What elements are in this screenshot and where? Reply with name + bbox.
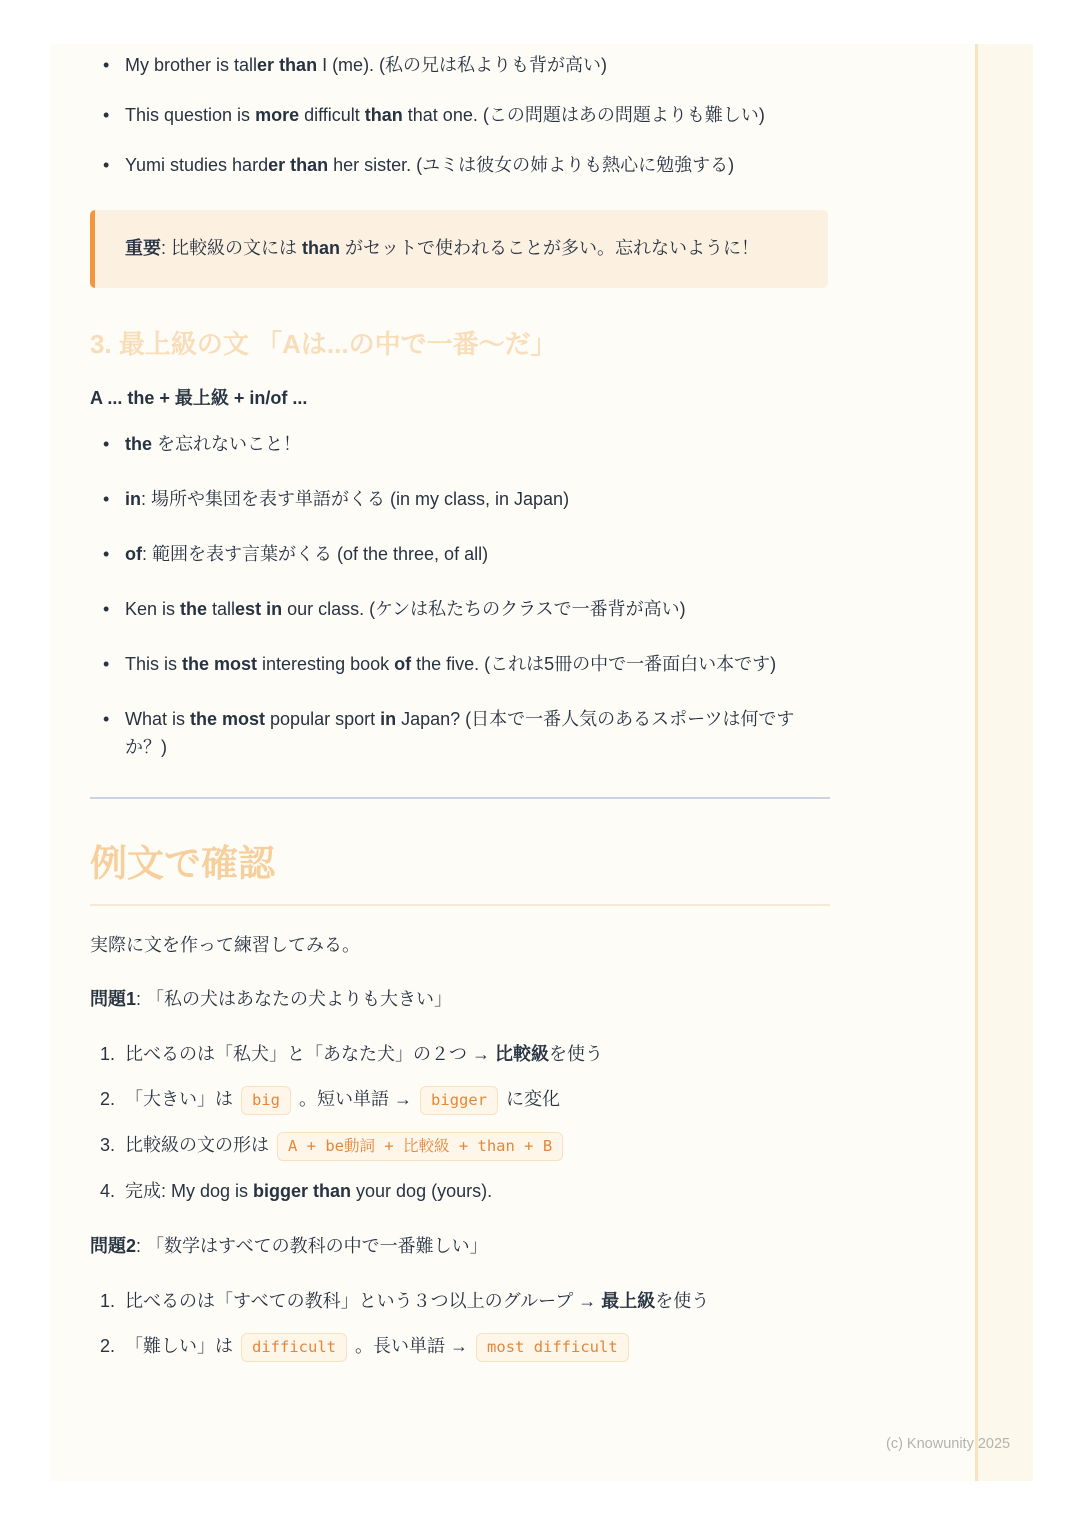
examples-intro-text: 実際に文を作って練習してみる。 [90, 934, 360, 955]
code-chip: bigger [420, 1086, 498, 1115]
problem1-label: 問題1: 「私の犬はあなたの犬よりも大きい」 [90, 988, 453, 1009]
code-chip: most difficult [476, 1333, 629, 1362]
problem2-label: 問題2: 「数学はすべての教科の中で一番難しい」 [90, 1235, 488, 1256]
step-item: 比べるのは「私犬」と「あなた犬」の２つ → 比較級を使う [125, 1043, 603, 1064]
page-margin-rule [975, 44, 1033, 1481]
section-heading-superlative: 3. 最上級の文 「Aは...の中で一番〜だ」 [90, 328, 557, 359]
step-item: 完成: My dog is bigger than your dog (yours). [125, 1181, 493, 1202]
note-page [50, 44, 1030, 1481]
code-chip: difficult [241, 1333, 347, 1362]
comparative-example-list [90, 52, 830, 180]
step-item: 「大きい」は big 。短い単語 → bigger に変化 [90, 1085, 830, 1115]
step-item: 比較級の文の形は A + be動詞 + 比較級 + than + B [90, 1131, 830, 1161]
problem1-steps [90, 1040, 830, 1207]
watermark: (c) Knowunity 2025 [886, 1436, 1011, 1452]
list-item: • of: 範囲を表す言葉がくる (of the three, of all) [90, 541, 830, 569]
section-divider [90, 797, 830, 799]
list-item: • This is the most interesting book of the five. (これは5冊の中で一番面白い本です) [90, 651, 830, 679]
note-content [50, 44, 830, 1362]
step-item: 「難しい」は difficult 。長い単語 → most difficult [90, 1332, 830, 1362]
list-item: • the を忘れないこと！ [90, 431, 830, 459]
superlative-rule-list [90, 431, 830, 761]
list-item: • My brother is taller than I (me). (私の兄は私よりも背が高い) [90, 52, 830, 80]
examples-heading: 例文で確認 [90, 841, 830, 905]
list-item: • in: 場所や集団を表す単語がくる (in my class, in Japan) [90, 486, 830, 514]
problem2-steps [90, 1287, 830, 1363]
step-item: 比べるのは「すべての教科」という３つ以上のグループ → 最上級を使う [125, 1290, 710, 1311]
important-callout: 重要: 比較級の文には than がセットで使われることが多い。忘れないように！ [90, 210, 828, 288]
superlative-formula: A ... the + 最上級 + in/of ... [90, 388, 308, 409]
code-chip: big [241, 1086, 291, 1115]
list-item: • Yumi studies harder than her sister. (ユミは彼女の姉よりも熱心に勉強する) [90, 152, 830, 180]
list-item: • What is the most popular sport in Japan? (日本で一番人気のあるスポーツは何ですか？) [90, 706, 830, 762]
list-item: • Ken is the tallest in our class. (ケンは私たちのクラスで一番背が高い) [90, 596, 830, 624]
list-item: • This question is more difficult than that one. (この問題はあの問題よりも難しい) [90, 102, 830, 130]
code-chip: A + be動詞 + 比較級 + than + B [277, 1132, 563, 1161]
